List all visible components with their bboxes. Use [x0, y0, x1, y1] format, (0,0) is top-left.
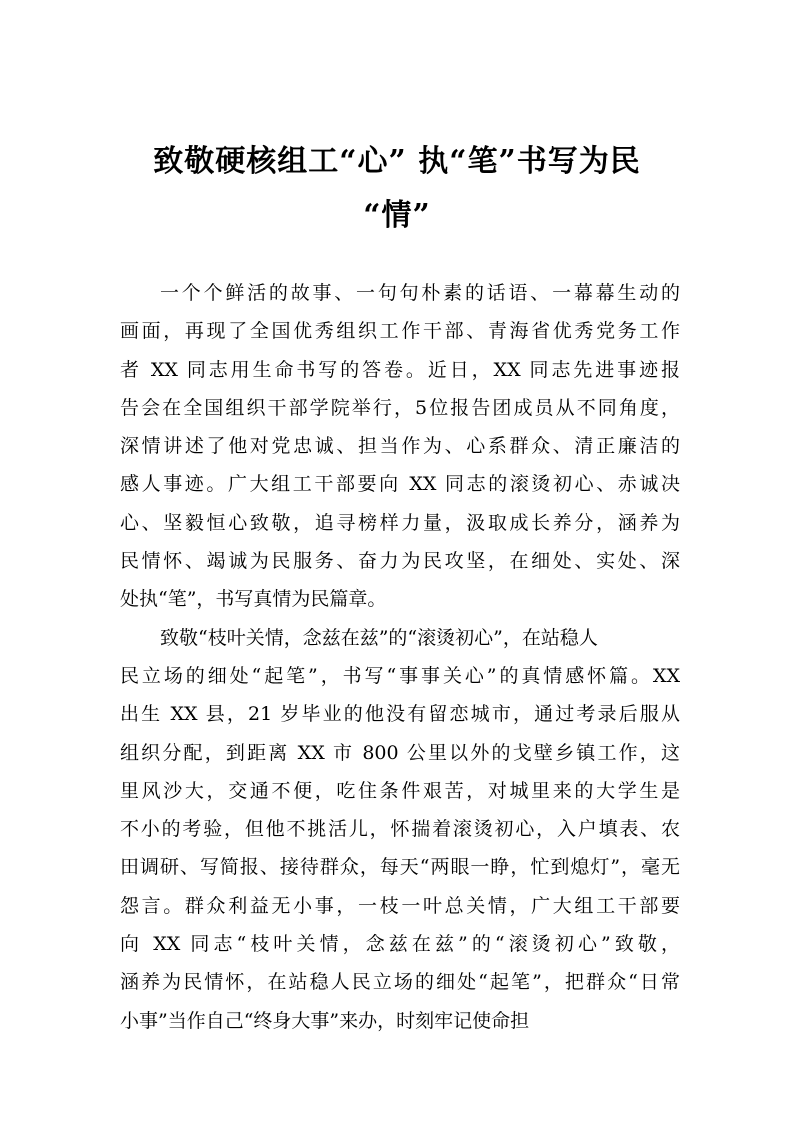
paragraph-line: 民立场的细处“起笔”，书写“事事关心”的真情感怀篇。XX — [120, 664, 680, 687]
paragraph-line: 深情讲述了他对党忠诚、担当作为、心系群众、清正廉洁的 — [120, 435, 680, 458]
paragraph-line: 民情怀、竭诚为民服务、奋力为民攻坚，在细处、实处、深 — [120, 550, 680, 573]
paragraph-1 — [120, 274, 680, 619]
paragraph-line: 致敬“枝叶关情，念兹在兹”的“滚烫初心”，在站稳人 — [160, 626, 598, 649]
paragraph-line: 怨言。群众利益无小事，一枝一叶总关情，广大组工干部要 — [120, 894, 680, 917]
paragraph-line: 小事”当作自己“终身大事”来办，时刻牢记使命担 — [120, 1009, 530, 1032]
paragraph-line: 不小的考验，但他不挑活儿，怀揣着滚烫初心，入户填表、农 — [120, 818, 680, 841]
paragraph-line: 告会在全国组织干部学院举行，5位报告团成员从不同角度， — [120, 396, 680, 419]
title-line-1: 致敬硬核组工“心” 执“笔”书写为民 — [153, 144, 641, 179]
paragraph-2 — [120, 619, 680, 1040]
paragraph-line: 出生 XX 县，21 岁毕业的他没有留恋城市，通过考录后服从 — [120, 703, 680, 726]
paragraph-line: 田调研、写简报、接待群众，每天“两眼一睁，忙到熄灯”，毫无 — [120, 856, 680, 879]
paragraph-line: 者 XX 同志用生命书写的答卷。近日，XX 同志先进事迹报 — [120, 358, 680, 381]
document-body — [120, 274, 680, 1040]
paragraph-line: 画面，再现了全国优秀组织工作干部、青海省优秀党务工作 — [120, 320, 680, 343]
paragraph-line: 一个个鲜活的故事、一句句朴素的话语、一幕幕生动的 — [160, 282, 680, 304]
paragraph-line: 处执“笔”，书写真情为民篇章。 — [120, 588, 387, 611]
paragraph-line: 心、坚毅恒心致敬，追寻榜样力量，汲取成长养分，涵养为 — [120, 511, 680, 534]
title-line-2: “情” — [363, 198, 431, 233]
paragraph-line: 里风沙大，交通不便，吃住条件艰苦，对城里来的大学生是 — [120, 779, 680, 802]
paragraph-line: 感人事迹。广大组工干部要向 XX 同志的滚烫初心、赤诚决 — [120, 473, 680, 496]
paragraph-line: 涵养为民情怀，在站稳人民立场的细处“起笔”，把群众“日常 — [120, 971, 680, 994]
paragraph-line: 向 XX 同志“枝叶关情，念兹在兹”的“滚烫初心”致敬， — [120, 933, 680, 956]
paragraph-line: 组织分配，到距离 XX 市 800 公里以外的戈壁乡镇工作，这 — [120, 741, 680, 764]
